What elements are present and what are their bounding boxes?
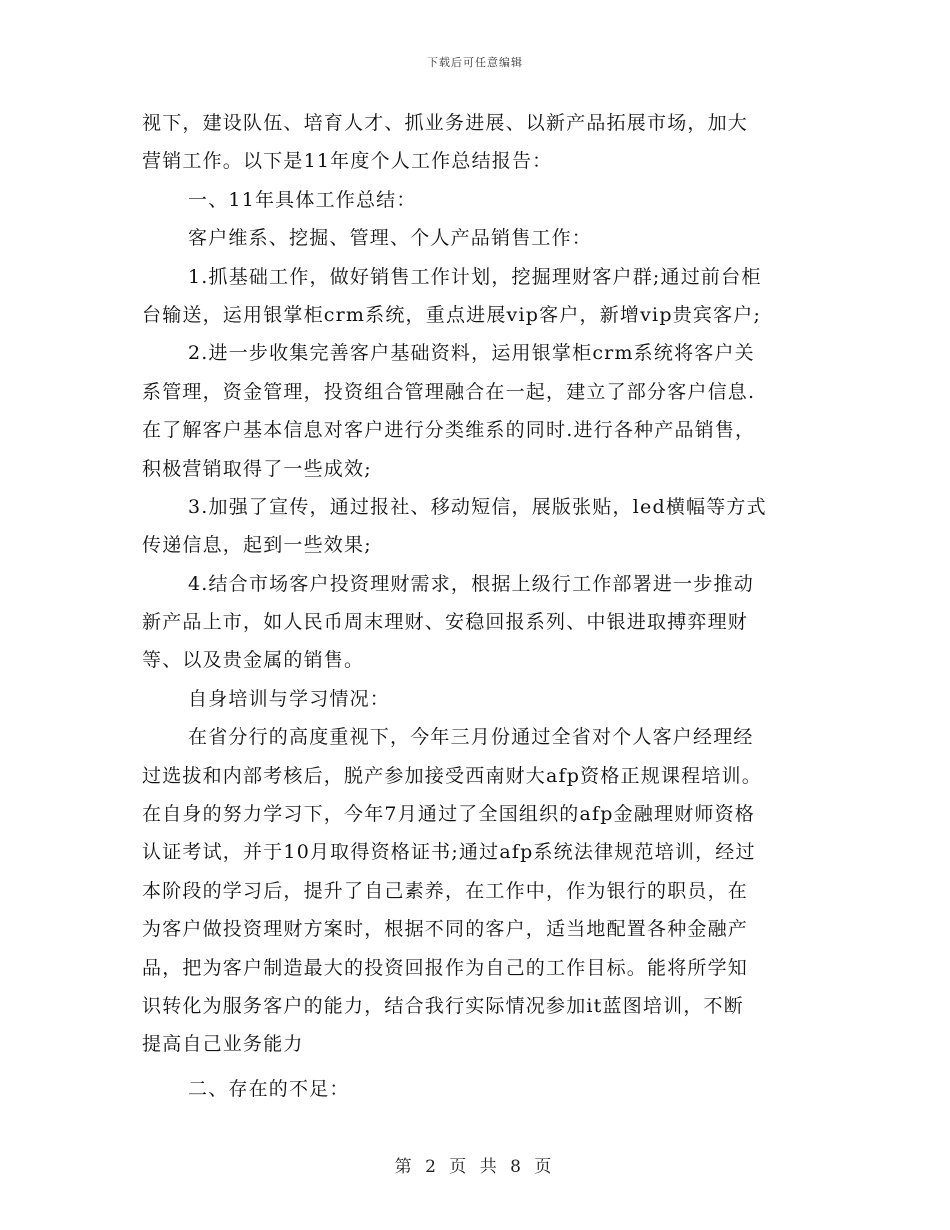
body-line: 营销工作。以下是11年度个人工作总结报告： xyxy=(142,150,553,173)
subsection-heading: 客户维系、挖掘、管理、个人产品销售工作： xyxy=(188,227,593,250)
body-line: 传递信息，起到一些效果; xyxy=(142,534,372,557)
page-number: 第 2 页 共 8 页 xyxy=(394,1157,556,1177)
section-heading: 一、11年具体工作总结： xyxy=(188,188,417,211)
body-line: 在自身的努力学习下，今年7月通过了全国组织的afp金融理财师资格 xyxy=(142,803,756,826)
body-line: 视下，建设队伍、培育人才、抓业务进展、以新产品拓展市场，加大 xyxy=(142,112,749,134)
body-line: 认证考试，并于10月取得资格证书;通过afp系统法律规范培训，经过 xyxy=(142,841,756,864)
body-line: 系管理，资金管理，投资组合管理融合在一起，建立了部分客户信息. xyxy=(142,380,756,403)
page-header-note: 下载后可任意编辑 xyxy=(427,56,523,69)
body-line: 品，把为客户制造最大的投资回报作为自己的工作目标。能将所学知 xyxy=(142,956,749,979)
body-line: 积极营销取得了一些成效; xyxy=(142,457,372,480)
body-line: 在了解客户基本信息对客户进行分类维系的同时.进行各种产品销售， xyxy=(142,419,756,442)
paragraph-start: 在省分行的高度重视下，今年三月份通过全省对个人客户经理经 xyxy=(188,726,754,749)
body-line: 台输送，运用银掌柜crm系统，重点进展vip客户，新增vip贵宾客户; xyxy=(142,303,762,326)
list-item-1: 1.抓基础工作，做好销售工作计划，挖掘理财客户群;通过前台柜 xyxy=(188,265,762,288)
body-line: 提高自己业务能力 xyxy=(142,1033,304,1056)
document-body xyxy=(142,104,814,1108)
list-item-4: 4.结合市场客户投资理财需求，根据上级行工作部署进一步推动 xyxy=(188,572,754,595)
subsection-heading: 自身培训与学习情况： xyxy=(188,687,391,710)
list-item-3: 3.加强了宣传，通过报社、移动短信，展版张贴，led横幅等方式 xyxy=(188,495,767,518)
body-line: 新产品上市，如人民币周末理财、安稳回报系列、中银进取搏弈理财 xyxy=(142,611,749,634)
body-line: 过选拔和内部考核后，脱产参加接受西南财大afp资格正规课程培训。 xyxy=(142,764,762,787)
body-line: 等、以及贵金属的销售。 xyxy=(142,649,365,672)
body-line: 识转化为服务客户的能力，结合我行实际情况参加it蓝图培训，不断 xyxy=(142,994,744,1017)
body-line: 为客户做投资理财方案时，根据不同的客户，适当地配置各种金融产 xyxy=(142,918,749,941)
section-heading: 二、存在的不足： xyxy=(188,1077,350,1100)
body-line: 本阶段的学习后，提升了自己素养，在工作中，作为银行的职员，在 xyxy=(142,879,749,902)
list-item-2: 2.进一步收集完善客户基础资料，运用银掌柜crm系统将客户关 xyxy=(188,342,755,365)
